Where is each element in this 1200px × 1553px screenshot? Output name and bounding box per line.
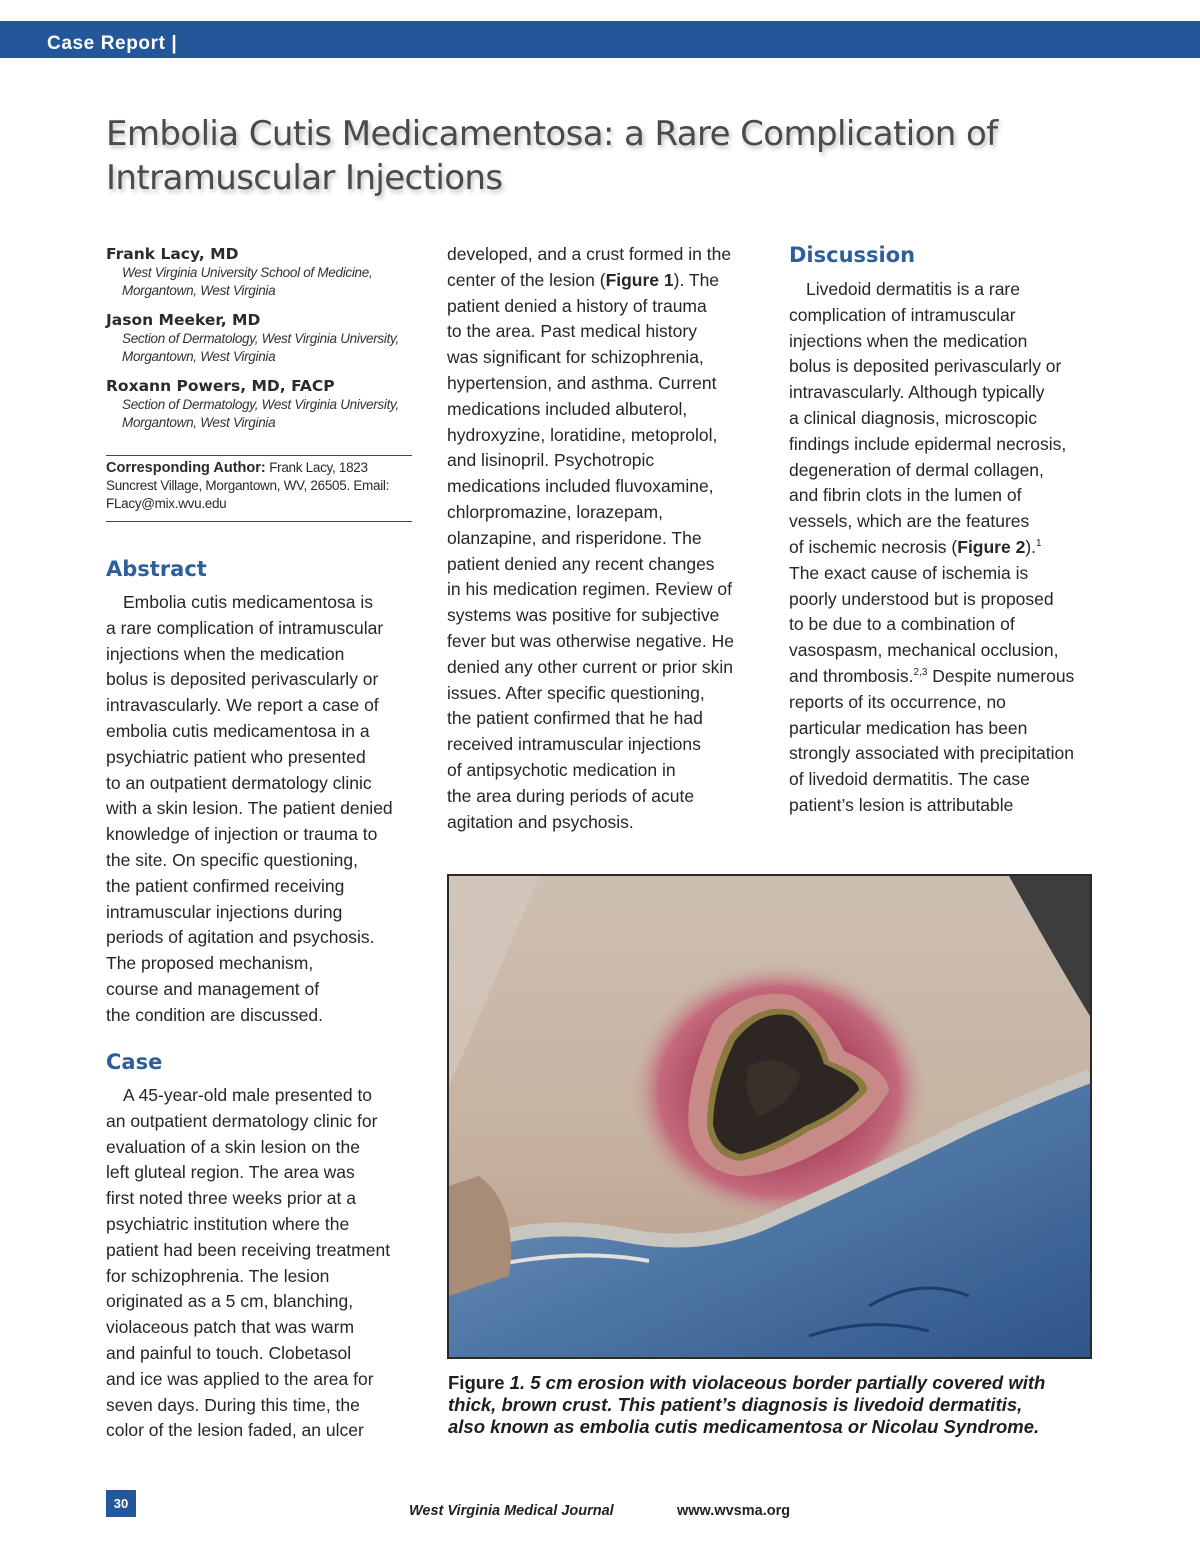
text-line: Livedoid dermatitis is a rare bbox=[806, 279, 1020, 299]
text-line: course and management of bbox=[106, 978, 320, 999]
text-line: and painful to touch. Clobetasol bbox=[106, 1342, 352, 1363]
text-line: for schizophrenia. The lesion bbox=[106, 1265, 330, 1286]
caption-label: Figure bbox=[448, 1372, 505, 1393]
text-line: fever but was otherwise negative. He bbox=[447, 630, 734, 651]
case-text bbox=[106, 1083, 390, 1444]
text-line: chlorpromazine, lorazepam, bbox=[447, 501, 663, 522]
text-line: the patient confirmed receiving bbox=[106, 875, 345, 896]
caption-line: thick, brown crust. This patient’s diagnosis is livedoid dermatitis, bbox=[448, 1394, 1023, 1415]
caption-line bbox=[448, 1372, 1098, 1394]
author-affiliation: West Virginia University School of Medicine, bbox=[122, 265, 373, 280]
text-line: and lisinopril. Psychotropic bbox=[447, 450, 655, 471]
divider bbox=[106, 455, 412, 456]
journal-name: West Virginia Medical Journal bbox=[409, 1503, 614, 1519]
text-fragment: of ischemic necrosis ( bbox=[789, 536, 958, 557]
corresponding-label: Corresponding Author: bbox=[106, 460, 266, 476]
text-line: bolus is deposited perivascularly or bbox=[106, 669, 379, 690]
text-line: medications included albuterol, bbox=[447, 398, 688, 419]
page-number: 30 bbox=[106, 1490, 136, 1517]
title-line: Intramuscular Injections bbox=[106, 158, 503, 198]
figure-1-reference: Figure 1 bbox=[605, 269, 674, 290]
author-affiliation: Morgantown, West Virginia bbox=[122, 349, 276, 364]
text-line: and fibrin clots in the lumen of bbox=[789, 485, 1022, 506]
text-line: psychiatric patient who presented bbox=[106, 746, 366, 767]
author-block bbox=[106, 244, 412, 300]
author-name: Roxann Powers, MD, FACP bbox=[106, 377, 335, 395]
figure-2-reference: Figure 2 bbox=[957, 536, 1026, 557]
text-line: and ice was applied to the area for bbox=[106, 1368, 374, 1389]
text-line: first noted three weeks prior at a bbox=[106, 1188, 356, 1209]
text-line: findings include epidermal necrosis, bbox=[789, 433, 1067, 454]
text-line: embolia cutis medicamentosa in a bbox=[106, 720, 370, 741]
author-affiliation: Morgantown, West Virginia bbox=[122, 283, 276, 298]
text-line: poorly understood but is proposed bbox=[789, 588, 1054, 609]
text-line: patient had been receiving treatment bbox=[106, 1239, 391, 1260]
text-line: medications included fluvoxamine, bbox=[447, 476, 714, 497]
corresponding-line bbox=[106, 459, 412, 477]
figure-1-caption bbox=[448, 1372, 1098, 1438]
text-line: issues. After specific questioning, bbox=[447, 682, 705, 703]
author-name: Frank Lacy, MD bbox=[106, 245, 239, 263]
author-affiliation: Section of Dermatology, West Virginia University, bbox=[122, 397, 399, 412]
corresponding-line: Suncrest Village, Morgantown, WV, 26505. Email: bbox=[106, 478, 390, 493]
text-line bbox=[789, 664, 1074, 690]
text-fragment: ). The bbox=[673, 269, 720, 290]
text-fragment: ). bbox=[1025, 536, 1037, 557]
text-line: vessels, which are the features bbox=[789, 511, 1030, 532]
text-line: was significant for schizophrenia, bbox=[447, 347, 704, 368]
text-line: intravascularly. Although typically bbox=[789, 382, 1045, 403]
author-affiliation: Morgantown, West Virginia bbox=[122, 415, 276, 430]
text-line: injections when the medication bbox=[789, 330, 1028, 351]
text-line: seven days. During this time, the bbox=[106, 1394, 360, 1415]
text-line: the site. On specific questioning, bbox=[106, 849, 358, 870]
figure-1-photo bbox=[447, 874, 1092, 1359]
case-heading: Case bbox=[106, 1050, 163, 1074]
text-line: The proposed mechanism, bbox=[106, 953, 314, 974]
divider bbox=[106, 521, 412, 522]
text-line bbox=[789, 535, 1074, 561]
text-line: A 45-year-old male presented to bbox=[123, 1085, 373, 1105]
text-line: with a skin lesion. The patient denied bbox=[106, 798, 393, 819]
discussion-heading: Discussion bbox=[789, 243, 916, 267]
section-banner bbox=[0, 21, 1200, 58]
text-line: a clinical diagnosis, microscopic bbox=[789, 407, 1038, 428]
text-line: strongly associated with precipitation bbox=[789, 743, 1075, 764]
text-fragment: and thrombosis. bbox=[789, 665, 914, 686]
text-fragment: center of the lesion ( bbox=[447, 269, 606, 290]
text-line: to be due to a combination of bbox=[789, 614, 1015, 635]
corresponding-text: Frank Lacy, 1823 bbox=[265, 460, 368, 475]
text-line: psychiatric institution where the bbox=[106, 1213, 350, 1234]
text-line: patient’s lesion is attributable bbox=[789, 794, 1014, 815]
text-line: periods of agitation and psychosis. bbox=[106, 927, 375, 948]
caption-line: also known as embolia cutis medicamentosa or Nicolau Syndrome. bbox=[448, 1416, 1040, 1437]
corresponding-author bbox=[106, 459, 412, 513]
text-line: the patient confirmed that he had bbox=[447, 708, 703, 729]
text-line: reports of its occurrence, no bbox=[789, 691, 1006, 712]
text-line: intravascularly. We report a case of bbox=[106, 695, 379, 716]
section-label: Case Report | bbox=[47, 33, 178, 54]
text-line: Embolia cutis medicamentosa is bbox=[123, 592, 373, 612]
text-line: evaluation of a skin lesion on the bbox=[106, 1136, 360, 1157]
text-line: knowledge of injection or trauma to bbox=[106, 824, 378, 845]
text-line: of livedoid dermatitis. The case bbox=[789, 769, 1030, 790]
text-line: to the area. Past medical history bbox=[447, 321, 697, 342]
journal-url: www.wvsma.org bbox=[677, 1503, 791, 1519]
citation-superscript: 1 bbox=[1036, 538, 1042, 550]
text-line: left gluteal region. The area was bbox=[106, 1162, 355, 1183]
text-line: injections when the medication bbox=[106, 643, 345, 664]
text-line: vasospasm, mechanical occlusion, bbox=[789, 640, 1059, 661]
text-line: patient denied a history of trauma bbox=[447, 295, 707, 316]
text-line: the condition are discussed. bbox=[106, 1004, 323, 1025]
text-line: to an outpatient dermatology clinic bbox=[106, 772, 372, 793]
article-title bbox=[106, 112, 1006, 200]
text-line: denied any other current or prior skin bbox=[447, 656, 733, 677]
citation-superscript: 2,3 bbox=[913, 667, 928, 679]
text-fragment: Despite numerous bbox=[927, 665, 1075, 686]
text-line: intramuscular injections during bbox=[106, 901, 343, 922]
text-line: an outpatient dermatology clinic for bbox=[106, 1110, 378, 1131]
text-line: the area during periods of acute bbox=[447, 785, 695, 806]
corresponding-email: FLacy@mix.wvu.edu bbox=[106, 496, 227, 511]
text-line: complication of intramuscular bbox=[789, 304, 1016, 325]
text-line bbox=[447, 268, 734, 294]
case-text-continued bbox=[447, 242, 734, 835]
text-line: originated as a 5 cm, blanching, bbox=[106, 1291, 354, 1312]
abstract-text bbox=[106, 590, 393, 1029]
text-line: developed, and a crust formed in the bbox=[447, 244, 732, 264]
title-line: Embolia Cutis Medicamentosa: a Rare Complication of bbox=[106, 114, 998, 154]
author-list bbox=[106, 244, 412, 442]
text-line: hypertension, and asthma. Current bbox=[447, 372, 717, 393]
author-affiliation: Section of Dermatology, West Virginia University, bbox=[122, 331, 399, 346]
author-block bbox=[106, 310, 412, 366]
abstract-heading: Abstract bbox=[106, 557, 207, 581]
text-line: patient denied any recent changes bbox=[447, 553, 715, 574]
text-line: olanzapine, and risperidone. The bbox=[447, 527, 702, 548]
text-line: bolus is deposited perivascularly or bbox=[789, 356, 1062, 377]
text-line: received intramuscular injections bbox=[447, 734, 701, 755]
text-line: violaceous patch that was warm bbox=[106, 1317, 355, 1338]
text-line: in his medication regimen. Review of bbox=[447, 579, 732, 600]
text-line: degeneration of dermal collagen, bbox=[789, 459, 1044, 480]
author-block bbox=[106, 376, 412, 432]
text-line: particular medication has been bbox=[789, 717, 1028, 738]
caption-text: 1. 5 cm erosion with violaceous border partially covered with bbox=[504, 1372, 1046, 1393]
text-line: agitation and psychosis. bbox=[447, 811, 634, 832]
text-line: of antipsychotic medication in bbox=[447, 759, 676, 780]
text-line: a rare complication of intramuscular bbox=[106, 617, 384, 638]
lesion-photo-illustration bbox=[449, 876, 1090, 1357]
text-line: systems was positive for subjective bbox=[447, 605, 720, 626]
text-line: hydroxyzine, loratidine, metoprolol, bbox=[447, 424, 718, 445]
text-line: color of the lesion faded, an ulcer bbox=[106, 1420, 364, 1441]
author-name: Jason Meeker, MD bbox=[106, 311, 261, 329]
discussion-text bbox=[789, 277, 1074, 819]
text-line: The exact cause of ischemia is bbox=[789, 562, 1029, 583]
